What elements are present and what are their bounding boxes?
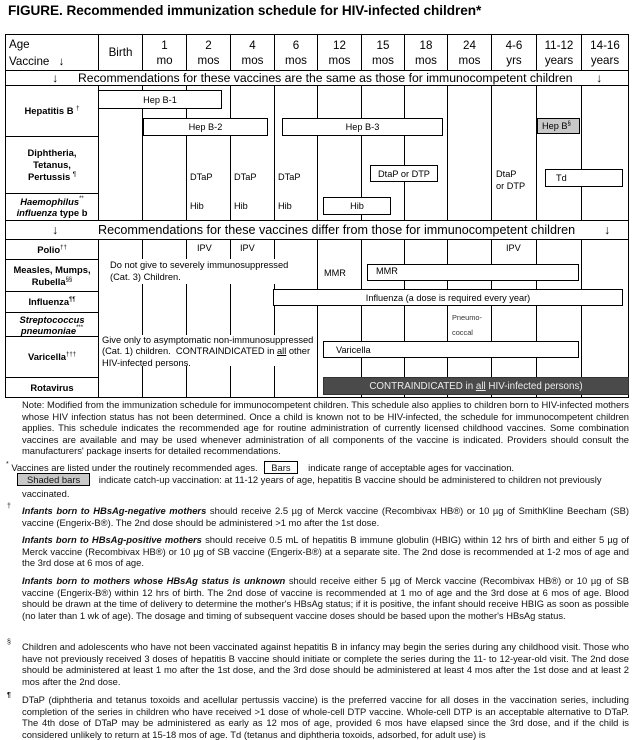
grid-line bbox=[274, 85, 275, 220]
row-label-influenza bbox=[6, 292, 98, 312]
note-text-line bbox=[102, 346, 311, 357]
col-header-text: 1 bbox=[161, 38, 168, 52]
footnote-marker: † bbox=[7, 503, 11, 510]
grid-line bbox=[404, 239, 405, 398]
legend-bar-sample: Bars bbox=[264, 461, 297, 474]
footnote-lead: Infants born to HBsAg-negative mothers bbox=[22, 505, 207, 516]
section-differ-banner bbox=[6, 221, 628, 239]
footnote-text: should receive 2.5 µg of Merck vaccine (Recombivax HB®) or 10 µg of SmithKline Beecham (SB) vaccine (Engerix-B®). The 2nd dose should be administered >1 mo after the 1st dose. bbox=[22, 505, 629, 528]
ipv-4-6yrs: IPV bbox=[506, 243, 521, 253]
vaccine-name-line bbox=[28, 351, 76, 363]
col-header-text: 18 bbox=[419, 38, 433, 52]
footnote-section: Children and adolescents who have not been vaccinated against hepatitis B in infancy may begin the series during any childhood visit. Those who have not previously received 3 doses of hepatitis B vaccine should initiate or complete the series during the 11- to 12-year-old visit. The 2nd dose should be administered at least 1 mo after the 1st dose, and the 3rd dose should be administered at least 4 mos after the 1st dose and at least 2 mos after the 2nd dose. bbox=[22, 641, 629, 687]
dtap-2mos: DTaP bbox=[190, 172, 213, 182]
legend-shaded-line bbox=[17, 473, 602, 486]
legend-text: Vaccines are listed under the routinely recommended ages. bbox=[11, 462, 258, 473]
grid-line bbox=[491, 85, 492, 220]
note-text: (Cat. 1) children. CONTRAINDICATED in bbox=[102, 346, 277, 357]
col-header-12mos bbox=[318, 35, 361, 70]
vaccine-name-line bbox=[28, 296, 75, 308]
col-header-text: 14-16 bbox=[590, 38, 620, 52]
bar-td: Td bbox=[545, 169, 623, 187]
footnote-lead: Infants born to HBsAg-positive mothers bbox=[22, 534, 202, 545]
bar-hib: Hib bbox=[323, 197, 391, 215]
arrow-down-icon: ↓ bbox=[596, 71, 603, 85]
row-label-rotavirus bbox=[6, 378, 98, 398]
col-header-text: 12 bbox=[333, 38, 346, 52]
mmr-caution-note bbox=[101, 259, 297, 284]
footnote-text: should receive either 5 µg of Merck vaccine (Recombivax HB®) or 10 µg of SB vaccine (Engerix-B®) within 12 hrs of birth. The 2nd dose of vaccine is recommended at 1 mo of age and the 3rd dose at 6 mos of age. Blood should be drawn at the time of delivery to determine the mother's HBsAg status; if it is positive, the infant should receive HBIG as soon as possible (no later than 1 wk of age). The dosage and timing of subsequent vaccine doses should be based upon the mother's HBsAg status. bbox=[22, 575, 629, 621]
bar-label: Hep B bbox=[542, 121, 568, 131]
cell-text: Pneumo- bbox=[452, 313, 482, 322]
row-label-hib bbox=[6, 194, 98, 220]
arrow-down-icon: ↓ bbox=[604, 223, 611, 237]
bar-hep-b2: Hep B-2 bbox=[143, 118, 268, 136]
hib-4mos: Hib bbox=[234, 201, 248, 211]
vaccine-name-line bbox=[21, 325, 83, 336]
vaccine-name-line bbox=[32, 276, 73, 288]
dtap-6mos: DTaP bbox=[278, 172, 301, 182]
col-header-4mos bbox=[231, 35, 274, 70]
col-header-24mos bbox=[448, 35, 491, 70]
footnote-marker: § bbox=[7, 639, 11, 646]
vaccine-name-line bbox=[37, 244, 67, 256]
row-label-dtp bbox=[6, 137, 98, 193]
col-header-text: Birth bbox=[108, 46, 133, 59]
row-label-strep bbox=[6, 313, 98, 336]
row-label-hepatitis-b bbox=[6, 86, 98, 136]
bar-label: CONTRAINDICATED in bbox=[369, 380, 476, 392]
note-text: HIV-infected persons. bbox=[102, 357, 191, 368]
footnote-marker: †† bbox=[60, 244, 67, 251]
vaccine-name: Rubella bbox=[31, 275, 66, 287]
col-header-text: 6 bbox=[292, 38, 300, 52]
col-header-text: 11-12 bbox=[544, 38, 574, 52]
col-header-unit: yrs bbox=[506, 53, 522, 67]
vaccine-name: Rotavirus bbox=[30, 382, 74, 393]
col-header-6mos bbox=[275, 35, 317, 70]
col-header-text: 4-6 bbox=[505, 38, 523, 52]
col-header-18mos bbox=[405, 35, 447, 70]
col-header-unit: mos bbox=[415, 53, 437, 67]
note-text: (Cat. 3) Children. bbox=[110, 272, 181, 282]
legend-text: indicate catch-up vaccination: at 11-12 years of age, hepatitis B vaccine should be administered to children not previously bbox=[98, 474, 602, 485]
pneumococcal-24mos bbox=[452, 310, 482, 340]
age-vaccine-header bbox=[9, 36, 64, 70]
col-header-birth bbox=[99, 35, 142, 70]
vaccine-name: influenza bbox=[16, 207, 58, 218]
vaccine-name: Pertussis bbox=[27, 171, 71, 182]
col-header-unit: years bbox=[544, 53, 574, 67]
col-header-unit: mos bbox=[197, 53, 220, 67]
section-differ-text: Recommendations for these vaccines differ from those for immunocompetent children bbox=[98, 223, 576, 237]
bar-label-underlined: all bbox=[475, 380, 486, 392]
col-header-unit: mo bbox=[156, 53, 173, 67]
mmr-12mos: MMR bbox=[324, 268, 346, 278]
footnote-marker: ¶¶ bbox=[69, 297, 76, 303]
grid-line bbox=[317, 85, 318, 220]
note-text: Do not give to severely immunosuppressed bbox=[110, 260, 289, 270]
varicella-caution-note bbox=[100, 335, 314, 368]
col-header-unit: mos bbox=[241, 53, 264, 67]
footnote-hbsag-unknown bbox=[22, 575, 629, 621]
grid-line bbox=[447, 239, 448, 398]
grid-line bbox=[536, 85, 537, 220]
grid-line bbox=[581, 85, 582, 220]
col-header-text: 4 bbox=[249, 38, 256, 52]
note-text: other bbox=[286, 346, 311, 357]
vaccine-name: pneumoniae bbox=[20, 324, 77, 336]
footnote-marker: ††† bbox=[66, 352, 77, 358]
vaccine-name-line bbox=[28, 171, 76, 183]
row-label-mmr bbox=[6, 260, 98, 291]
section-same-banner bbox=[6, 71, 628, 85]
col-header-unit: mos bbox=[285, 53, 307, 67]
row-label-polio bbox=[6, 240, 98, 259]
footnote-marker: ** bbox=[79, 195, 84, 202]
bar-dtap-or-dtp: DtaP or DTP bbox=[370, 165, 438, 182]
age-label: Age bbox=[9, 38, 30, 51]
bar-hep-b-catchup bbox=[537, 118, 580, 134]
grid-line bbox=[98, 239, 99, 398]
ipv-4mos: IPV bbox=[240, 243, 255, 253]
col-header-text: 15 bbox=[376, 38, 390, 52]
bar-rotavirus-contraindicated bbox=[323, 377, 629, 395]
figure-title: FIGURE. Recommended immunization schedule for HIV-infected children* bbox=[8, 3, 482, 18]
bar-varicella: Varicella bbox=[323, 341, 579, 358]
hib-6mos: Hib bbox=[278, 201, 292, 211]
legend-shaded-cont: vaccinated. bbox=[22, 488, 70, 499]
note-paragraph: Note: Modified from the immunization schedule for immunocompetent children. This schedule also applies to children born to HIV-infected mothers whose HIV infection status has not been determined. Once a child is known not to be HIV-infected, the schedule for immunocompetent children applies. This schedule indicates the recommended age for routine administration of currently licensed childhood vaccines. Some combination vaccines are available and may be used whenever administration of all components of the vaccine is indicated. Providers should consult the manufacturers' package inserts for detailed recommendations. bbox=[22, 399, 629, 457]
cell-text: DtaP bbox=[496, 169, 517, 179]
col-header-text: 24 bbox=[463, 38, 476, 52]
footnote-marker: §§ bbox=[65, 276, 73, 283]
col-header-2mos bbox=[187, 35, 230, 70]
arrow-down-icon: ↓ bbox=[58, 55, 65, 68]
bar-hep-b3: Hep B-3 bbox=[282, 118, 443, 136]
bar-label: HIV-infected persons) bbox=[485, 380, 583, 392]
vaccine-name: type b bbox=[59, 207, 88, 218]
vaccine-name: Haemophilus bbox=[20, 195, 80, 207]
vaccine-name: Diphtheria, bbox=[27, 147, 77, 158]
grid-line bbox=[317, 239, 318, 398]
section-same-text: Recommendations for these vaccines are the same as those for immunocompetent children bbox=[78, 71, 573, 85]
dtap-4mos: DTaP bbox=[234, 172, 257, 182]
arrow-down-icon: ↓ bbox=[52, 223, 59, 237]
legend-text: indicate range of acceptable ages for vaccination. bbox=[308, 462, 515, 473]
footnote-lead: Infants born to mothers whose HBsAg status is unknown bbox=[22, 575, 286, 586]
footnote-marker: § bbox=[567, 121, 571, 127]
bar-hep-b1: Hep B-1 bbox=[98, 90, 222, 109]
col-header-unit: mos bbox=[328, 53, 351, 67]
grid-line bbox=[491, 239, 492, 398]
footnote-text: should receive 0.5 mL of hepatitis B immune globulin (HBIG) within 12 hrs of birth and either 5 µg of Merck vaccine (Recombivax HB®) or 10 µg of SB vaccine (Engerix-B®) at a separate site. The 2nd dose is recommended at 1-2 mos of age and the 3rd dose at 6 mos of age. bbox=[22, 534, 629, 569]
col-header-11-12years bbox=[537, 35, 581, 70]
arrow-down-icon: ↓ bbox=[52, 71, 59, 85]
footnote-marker: ¶ bbox=[72, 172, 77, 178]
col-header-4-6yrs bbox=[492, 35, 536, 70]
vaccine-label: Vaccine bbox=[9, 55, 50, 68]
bar-influenza: Influenza (a dose is required every year) bbox=[273, 289, 623, 306]
col-header-1mo bbox=[143, 35, 186, 70]
col-header-text: 2 bbox=[205, 38, 212, 52]
ipv-2mos: IPV bbox=[197, 243, 212, 253]
bar-mmr: MMR bbox=[367, 264, 579, 281]
vaccine-name: Polio bbox=[37, 243, 61, 255]
vaccine-name: Varicella bbox=[27, 351, 67, 362]
vaccine-name: Measles, Mumps, bbox=[13, 263, 91, 275]
col-header-unit: years bbox=[590, 53, 620, 67]
vaccine-name: Streptococcus bbox=[19, 313, 85, 325]
vaccine-name-line bbox=[17, 207, 88, 219]
hepatitis-b-label bbox=[25, 105, 80, 117]
grid-line bbox=[581, 239, 582, 398]
vaccine-name: Hepatitis B bbox=[24, 105, 74, 116]
cell-text: or DTP bbox=[496, 181, 526, 191]
vaccine-name: Influenza bbox=[28, 296, 70, 307]
dtap-4-6yrs bbox=[496, 168, 525, 192]
cell-text: coccal bbox=[452, 328, 473, 337]
footnote-pilcrow: DTaP (diphtheria and tetanus toxoids and acellular pertussis vaccine) is the preferred vaccine for all doses in the vaccination series, including completion of the series in children who have received >1 dose of whole-cell DTP vaccine. Whole-cell DTP is an acceptable alternative to DTaP. The 4th dose of DTaP may be administered as early as 12 mos of age, provided 6 mos have elapsed since the 3rd dose, and if the child is considered unlikely to return at 15-18 mos of age. Td (tetanus and diphtheria toxoids, adsorbed, for adult use) is bbox=[22, 694, 629, 740]
grid-line bbox=[536, 239, 537, 398]
footnote-hbsag-positive bbox=[22, 534, 629, 569]
footnote-marker: ¶ bbox=[7, 692, 11, 699]
footnote-marker: *** bbox=[76, 324, 84, 331]
col-header-15mos bbox=[362, 35, 404, 70]
vaccine-name: Tetanus, bbox=[33, 159, 71, 170]
grid-line bbox=[230, 85, 231, 220]
row-label-varicella bbox=[6, 337, 98, 377]
col-header-unit: mos bbox=[372, 53, 394, 67]
grid-line bbox=[361, 239, 362, 398]
hib-2mos: Hib bbox=[190, 201, 204, 211]
note-text: Give only to asymptomatic non-immunosuppressed bbox=[102, 335, 314, 345]
col-header-unit: mos bbox=[458, 53, 481, 67]
note-text-underlined: all bbox=[276, 346, 287, 357]
col-header-14-16years bbox=[582, 35, 628, 70]
grid-line bbox=[404, 85, 405, 220]
vaccine-label-row bbox=[9, 53, 64, 70]
vaccine-name-line bbox=[20, 196, 84, 208]
footnote-marker: * bbox=[6, 461, 9, 468]
legend-shaded-sample: Shaded bars bbox=[17, 473, 90, 486]
footnote-marker: † bbox=[76, 106, 80, 112]
grid-line bbox=[447, 85, 448, 220]
footnote-dagger bbox=[22, 505, 629, 528]
